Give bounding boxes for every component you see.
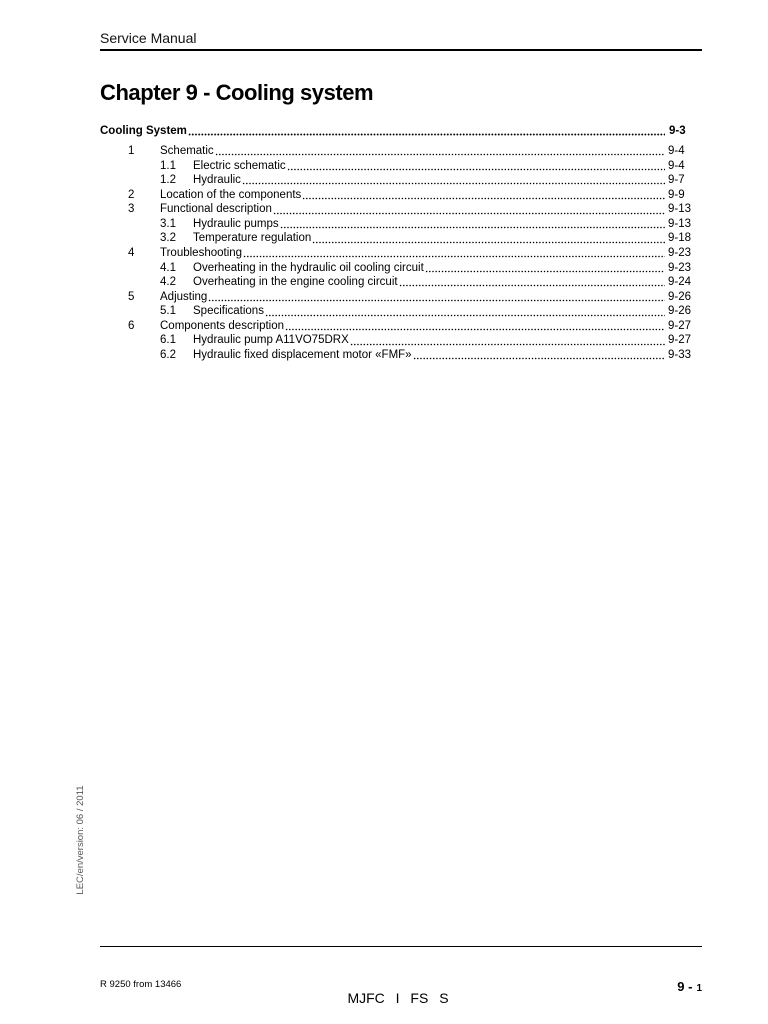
toc-entry-number: 6 xyxy=(128,319,135,332)
toc-entry-number: 1.2 xyxy=(160,174,176,187)
footer-center-text: MJFC I FS S xyxy=(347,990,449,1006)
toc-section-label: Cooling System xyxy=(100,125,187,137)
toc-entry-page: 9-4 xyxy=(668,159,685,172)
toc-entry-label: Hydraulic xyxy=(193,174,241,187)
toc-entry-page: 9-27 xyxy=(668,319,692,332)
toc-dot-leader xyxy=(413,348,665,363)
toc-entry-page: 9-13 xyxy=(668,217,692,230)
toc-entry-number: 2 xyxy=(128,188,135,201)
toc-entry xyxy=(0,333,768,348)
toc-dot-leader xyxy=(302,188,665,203)
toc-entry-label: Adjusting xyxy=(160,290,208,303)
toc-entry-number: 4 xyxy=(128,246,135,259)
toc-entry xyxy=(0,261,768,276)
toc-entry-number: 6.2 xyxy=(160,348,176,361)
toc-entry-label: Hydraulic fixed displacement motor «FMF» xyxy=(193,348,412,361)
toc-section-row xyxy=(0,124,768,139)
toc-entry-line xyxy=(193,173,665,188)
toc-section-page: 9-3 xyxy=(669,125,686,137)
toc-entry xyxy=(0,246,768,261)
toc-entry xyxy=(0,188,768,203)
toc-entries xyxy=(0,144,768,364)
toc-entry-line xyxy=(193,348,665,363)
toc-entry-page: 9-33 xyxy=(668,348,692,361)
toc-dot-leader xyxy=(285,319,665,334)
toc-entry-label: Troubleshooting xyxy=(160,246,243,259)
toc-dot-leader xyxy=(265,304,665,319)
toc-entry xyxy=(0,159,768,174)
toc-entry-label: Overheating in the hydraulic oil cooling circuit xyxy=(193,261,424,274)
footer-page-number xyxy=(632,978,702,998)
toc-entry xyxy=(0,202,768,217)
header-rule xyxy=(100,49,702,51)
running-header-title: Service Manual xyxy=(100,30,197,46)
toc-entry-number: 5 xyxy=(128,290,135,303)
toc-entry-line xyxy=(160,188,665,203)
toc-dot-leader xyxy=(188,124,665,139)
toc-entry-line xyxy=(193,333,665,348)
toc-entry-line xyxy=(193,217,665,232)
toc-dot-leader xyxy=(243,246,665,261)
toc-entry-line xyxy=(160,202,665,217)
toc-entry-label: Hydraulic pump A11VO75DRX xyxy=(193,334,349,347)
toc-entry-line xyxy=(193,231,665,246)
toc-entry-label: Schematic xyxy=(160,145,214,157)
toc-entry-line xyxy=(160,246,665,261)
toc-entry-line xyxy=(193,304,665,319)
toc-dot-leader xyxy=(350,333,665,348)
toc-entry xyxy=(0,290,768,305)
toc-entry-number: 4.2 xyxy=(160,276,176,289)
toc-entry-number: 1.1 xyxy=(160,159,176,172)
toc-entry xyxy=(0,275,768,290)
toc-entry-label: Components description xyxy=(160,319,285,332)
toc-entry-number: 3.2 xyxy=(160,232,176,245)
toc-dot-leader xyxy=(287,159,665,174)
toc-entry-number: 1 xyxy=(128,145,135,157)
toc-entry-line xyxy=(193,275,665,290)
toc-entry-label: Location of the components xyxy=(160,188,302,201)
toc-entry-number: 3.1 xyxy=(160,217,176,230)
toc-entry-number: 3 xyxy=(128,203,135,216)
toc-entry-label: Specifications xyxy=(193,305,264,318)
toc-entry xyxy=(0,304,768,319)
toc-entry-number: 6.1 xyxy=(160,334,176,347)
footer-rule xyxy=(100,946,702,947)
toc-dot-leader xyxy=(215,144,665,159)
toc-entry-label: Overheating in the engine cooling circuit xyxy=(193,276,398,289)
toc-dot-leader xyxy=(242,173,665,188)
toc-dot-leader xyxy=(425,261,665,276)
toc-entry-page: 9-4 xyxy=(668,145,685,157)
toc-entry-line xyxy=(160,319,665,334)
toc-dot-leader xyxy=(312,231,665,246)
toc-entry xyxy=(0,173,768,188)
toc-entry xyxy=(0,348,768,363)
toc-entry-line xyxy=(160,144,665,159)
toc-entry-number: 5.1 xyxy=(160,305,176,318)
toc-dot-leader xyxy=(208,290,665,305)
toc-entry xyxy=(0,231,768,246)
footer-model-reference: R 9250 from 13466 xyxy=(100,979,182,990)
version-note: LEC/en/version: 06 / 2011 xyxy=(75,785,86,895)
toc-entry-line xyxy=(193,159,665,174)
toc-entry-page: 9-13 xyxy=(668,203,692,216)
toc-entry-page: 9-27 xyxy=(668,334,692,347)
toc-entry xyxy=(0,319,768,334)
toc-entry-page: 9-26 xyxy=(668,290,692,303)
toc-entry xyxy=(0,217,768,232)
toc-dot-leader xyxy=(273,202,665,217)
toc-entry-label: Electric schematic xyxy=(193,159,286,172)
toc-entry-line xyxy=(193,261,665,276)
toc-entry-label: Functional description xyxy=(160,203,272,216)
toc-entry-page: 9-23 xyxy=(668,261,692,274)
toc-entry-page: 9-23 xyxy=(668,246,692,259)
toc-entry-page: 9-18 xyxy=(668,232,692,245)
toc-entry-page: 9-9 xyxy=(668,188,685,201)
toc-section-line xyxy=(100,124,665,139)
toc-entry-label: Hydraulic pumps xyxy=(193,217,279,230)
toc-entry-number: 4.1 xyxy=(160,261,176,274)
chapter-title: Chapter 9 - Cooling system xyxy=(100,80,374,105)
footer-page-index: 1 xyxy=(696,983,702,994)
toc-entry-page: 9-7 xyxy=(668,174,685,187)
toc-entry-line xyxy=(160,290,665,305)
toc-dot-leader xyxy=(280,217,665,232)
footer-page-chapter: 9 - xyxy=(677,979,693,994)
toc-dot-leader xyxy=(399,275,665,290)
toc-entry xyxy=(0,144,768,159)
toc-entry-label: Temperature regulation xyxy=(193,232,312,245)
toc-entry-page: 9-24 xyxy=(668,276,692,289)
toc-entry-page: 9-26 xyxy=(668,305,692,318)
